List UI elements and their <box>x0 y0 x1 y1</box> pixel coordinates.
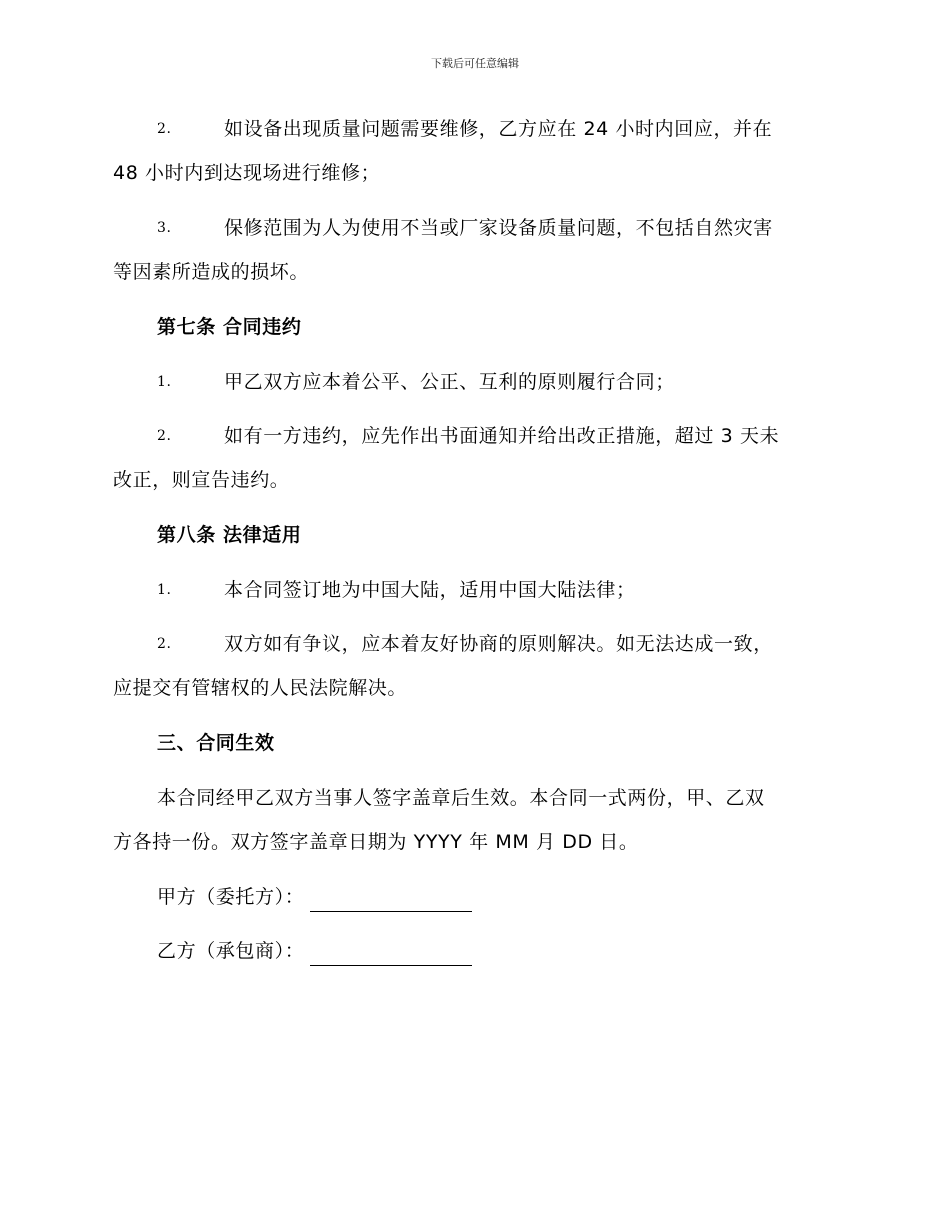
item-text-continued: 应提交有管辖权的人民法院解决。 <box>113 677 408 699</box>
item-text: 如有一方违约，应先作出书面通知并给出改正措施，超过 3 天未 <box>224 425 780 447</box>
list-item <box>113 360 835 404</box>
item-number: 1. <box>157 374 172 390</box>
list-item <box>113 107 835 195</box>
item-number: 2. <box>157 121 172 137</box>
signature-line <box>310 891 472 912</box>
item-text: 本合同签订地为中国大陆，适用中国大陆法律； <box>224 579 636 601</box>
item-number: 2. <box>157 428 172 444</box>
party-b-label: 乙方（承包商）： <box>157 940 305 962</box>
item-text-continued: 改正，则宣告违约。 <box>113 469 290 491</box>
list-item <box>113 568 835 612</box>
list-item <box>113 622 835 710</box>
item-number: 3. <box>157 220 172 236</box>
item-text: 双方如有争议，应本着友好协商的原则解决。如无法达成一致， <box>224 633 773 655</box>
article-7-heading: 第七条 合同违约 <box>157 316 302 338</box>
header-note: 下载后可任意编辑 <box>431 57 519 70</box>
paragraph-text: 本合同经甲乙双方当事人签字盖章后生效。本合同一式两份，甲、乙双 <box>157 787 765 809</box>
item-text: 如设备出现质量问题需要维修，乙方应在 24 小时内回应，并在 <box>224 118 773 140</box>
item-number: 1. <box>157 582 172 598</box>
paragraph-text-continued: 方各持一份。双方签字盖章日期为 YYYY 年 MM 月 DD 日。 <box>113 831 639 853</box>
item-text: 甲乙双方应本着公平、公正、互利的原则履行合同； <box>224 371 675 393</box>
list-item <box>113 206 835 294</box>
party-a-signature <box>157 882 472 912</box>
section-3-heading: 三、合同生效 <box>157 732 275 754</box>
effectiveness-paragraph <box>113 776 835 864</box>
party-b-signature <box>157 936 472 966</box>
item-text-continued: 等因素所造成的损坏。 <box>113 261 310 283</box>
list-item <box>113 414 835 502</box>
signature-line <box>310 945 472 966</box>
item-number: 2. <box>157 636 172 652</box>
article-8-heading: 第八条 法律适用 <box>157 524 302 546</box>
item-text: 保修范围为人为使用不当或厂家设备质量问题，不包括自然灾害 <box>224 217 773 239</box>
item-text-continued: 48 小时内到达现场进行维修； <box>113 162 381 184</box>
party-a-label: 甲方（委托方）： <box>157 886 305 908</box>
